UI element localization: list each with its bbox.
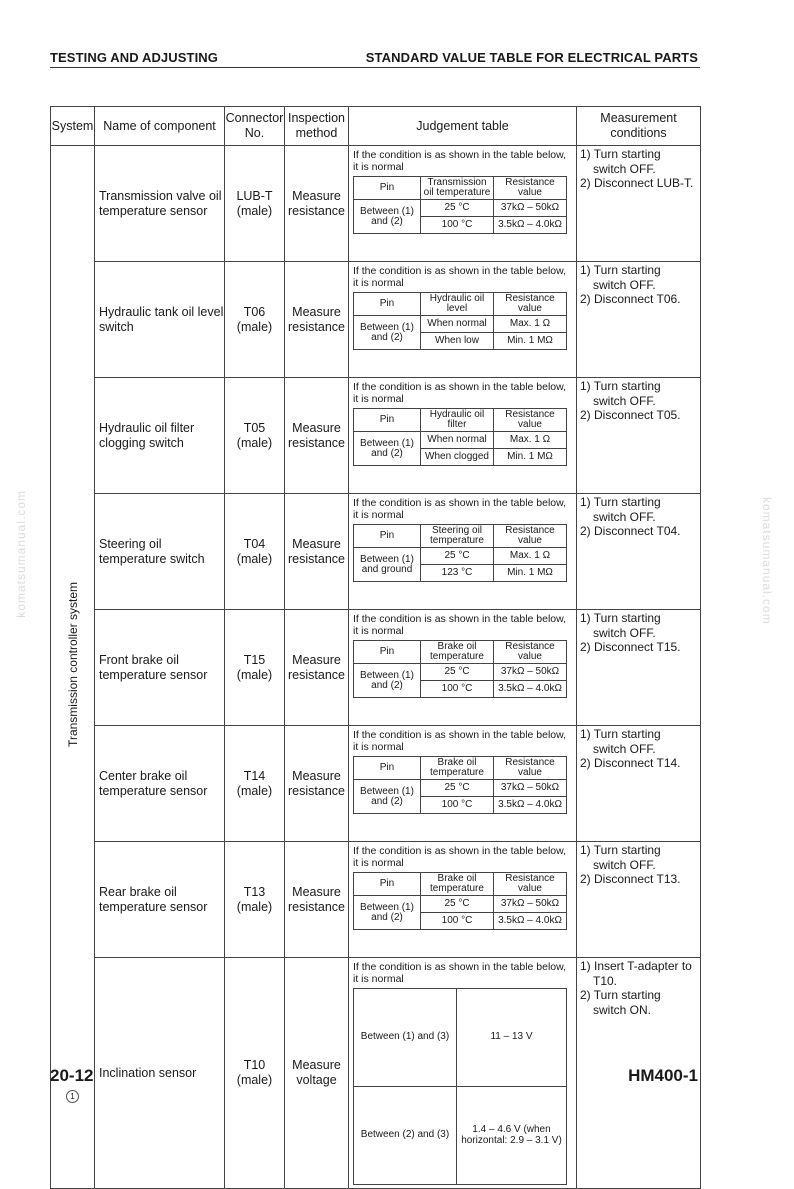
jt-header-pin: Pin xyxy=(354,177,421,200)
measurement-conditions xyxy=(577,726,701,842)
jt-cond-2: 100 °C xyxy=(421,913,494,930)
judgement-condition: If the condition is as shown in the table below, it is normal xyxy=(353,845,567,869)
meas-step: 1) Turn starting switch OFF. xyxy=(580,495,661,524)
jt-res-1: 37kΩ – 50kΩ xyxy=(494,200,567,217)
col-header-system: System xyxy=(51,107,95,146)
jt-res-2: 3.5kΩ – 4.0kΩ xyxy=(494,913,567,930)
judgement-table xyxy=(353,176,567,234)
voltage-judgement-table xyxy=(353,988,567,1185)
jt-res-2: Min. 1 MΩ xyxy=(494,449,567,466)
jt-header-resistance: Resistance value xyxy=(494,757,567,780)
col-header-component: Name of component xyxy=(95,107,225,146)
jt-res-1: 37kΩ – 50kΩ xyxy=(494,780,567,797)
meas-step: 1) Insert T-adapter to T10. xyxy=(580,959,692,988)
section-title: TESTING AND ADJUSTING xyxy=(50,50,218,65)
jt-cond-2: 100 °C xyxy=(421,681,494,698)
judgement-table xyxy=(353,872,567,930)
standard-value-table xyxy=(50,106,701,1189)
component-name: Hydraulic oil filter clogging switch xyxy=(95,378,225,494)
jt-res-2: 3.5kΩ – 4.0kΩ xyxy=(494,797,567,814)
jt-res-2: Min. 1 MΩ xyxy=(494,565,567,582)
measurement-conditions xyxy=(577,146,701,262)
jv-value-1: 11 – 13 V xyxy=(457,989,567,1087)
jt-res-1: 37kΩ – 50kΩ xyxy=(494,664,567,681)
jt-cond-2: When clogged xyxy=(421,449,494,466)
header-rule xyxy=(50,67,700,68)
component-name: Rear brake oil temperature sensor xyxy=(95,842,225,958)
jt-pin-value: Between (1) and (2) xyxy=(354,664,421,698)
jt-header-resistance: Resistance value xyxy=(494,293,567,316)
jt-res-1: 37kΩ – 50kΩ xyxy=(494,896,567,913)
jt-cond-1: 25 °C xyxy=(421,664,494,681)
jt-header-pin: Pin xyxy=(354,757,421,780)
judgement-cell xyxy=(349,494,577,610)
table-row xyxy=(51,726,701,842)
page-heading: STANDARD VALUE TABLE FOR ELECTRICAL PARTS xyxy=(365,50,698,65)
measurement-conditions xyxy=(577,378,701,494)
model-name: HM400-1 xyxy=(628,1066,698,1085)
jt-res-1: Max. 1 Ω xyxy=(494,316,567,333)
measurement-conditions xyxy=(577,610,701,726)
col-header-method: Inspection method xyxy=(285,107,349,146)
meas-step: 2) Disconnect T15. xyxy=(580,640,681,654)
inspection-method: Measure voltage xyxy=(285,958,349,1189)
measurement-conditions xyxy=(577,494,701,610)
component-name: Steering oil temperature switch xyxy=(95,494,225,610)
jt-header-condition: Transmission oil temperature xyxy=(421,177,494,200)
jt-cond-1: 25 °C xyxy=(421,780,494,797)
jt-pin-value: Between (1) and (2) xyxy=(354,432,421,466)
jt-res-1: Max. 1 Ω xyxy=(494,548,567,565)
judgement-table xyxy=(353,524,567,582)
jt-res-2: 3.5kΩ – 4.0kΩ xyxy=(494,217,567,234)
connector-no: T14 (male) xyxy=(225,726,285,842)
col-header-measurement: Measurement conditions xyxy=(577,107,701,146)
inspection-method: Measure resistance xyxy=(285,378,349,494)
jt-header-pin: Pin xyxy=(354,293,421,316)
judgement-condition: If the condition is as shown in the table below, it is normal xyxy=(353,381,567,405)
judgement-cell xyxy=(349,726,577,842)
judgement-cell xyxy=(349,958,577,1189)
jt-cond-1: 25 °C xyxy=(421,548,494,565)
jt-header-resistance: Resistance value xyxy=(494,873,567,896)
page-number: 20-12 xyxy=(50,1066,94,1085)
jt-header-condition: Brake oil temperature xyxy=(421,641,494,664)
jt-pin-value: Between (1) and (2) xyxy=(354,316,421,350)
jt-header-resistance: Resistance value xyxy=(494,409,567,432)
inspection-method: Measure resistance xyxy=(285,494,349,610)
meas-step: 1) Turn starting switch OFF. xyxy=(580,263,661,292)
meas-step: 2) Turn starting switch ON. xyxy=(580,988,661,1017)
meas-step: 2) Disconnect T04. xyxy=(580,524,681,538)
jt-cond-1: 25 °C xyxy=(421,896,494,913)
jv-value-2: 1.4 – 4.6 V (when horizontal: 2.9 – 3.1 V) xyxy=(457,1087,567,1185)
meas-step: 2) Disconnect T14. xyxy=(580,756,681,770)
system-cell xyxy=(51,146,95,1189)
judgement-condition: If the condition is as shown in the table below, it is normal xyxy=(353,497,567,521)
table-row xyxy=(51,610,701,726)
meas-step: 2) Disconnect T06. xyxy=(580,292,681,306)
judgement-cell xyxy=(349,842,577,958)
meas-step: 1) Turn starting switch OFF. xyxy=(580,727,661,756)
jt-header-pin: Pin xyxy=(354,873,421,896)
judgement-table xyxy=(353,292,567,350)
jt-cond-1: 25 °C xyxy=(421,200,494,217)
connector-no: T05 (male) xyxy=(225,378,285,494)
judgement-table xyxy=(353,640,567,698)
jt-cond-1: When normal xyxy=(421,432,494,449)
col-header-judgement: Judgement table xyxy=(349,107,577,146)
jt-pin-value: Between (1) and (2) xyxy=(354,200,421,234)
jt-header-pin: Pin xyxy=(354,409,421,432)
jt-header-condition: Hydraulic oil filter xyxy=(421,409,494,432)
table-row xyxy=(51,842,701,958)
jv-pin-1: Between (1) and (3) xyxy=(354,989,457,1087)
jt-header-condition: Brake oil temperature xyxy=(421,757,494,780)
jt-header-condition: Brake oil temperature xyxy=(421,873,494,896)
component-name: Hydraulic tank oil level switch xyxy=(95,262,225,378)
inspection-method: Measure resistance xyxy=(285,726,349,842)
jt-pin-value: Between (1) and (2) xyxy=(354,896,421,930)
jt-cond-2: 100 °C xyxy=(421,797,494,814)
meas-step: 1) Turn starting switch OFF. xyxy=(580,379,661,408)
judgement-condition: If the condition is as shown in the table below, it is normal xyxy=(353,961,567,985)
jt-res-2: Min. 1 MΩ xyxy=(494,333,567,350)
measurement-conditions xyxy=(577,842,701,958)
watermark-right: komatsumanual.com xyxy=(760,497,774,625)
judgement-cell xyxy=(349,262,577,378)
jt-header-pin: Pin xyxy=(354,525,421,548)
meas-step: 2) Disconnect LUB-T. xyxy=(580,176,694,190)
inspection-method: Measure resistance xyxy=(285,842,349,958)
jt-header-resistance: Resistance value xyxy=(494,177,567,200)
judgement-condition: If the condition is as shown in the table below, it is normal xyxy=(353,729,567,753)
meas-step: 1) Turn starting switch OFF. xyxy=(580,843,661,872)
component-name: Front brake oil temperature sensor xyxy=(95,610,225,726)
inspection-method: Measure resistance xyxy=(285,610,349,726)
component-name: Inclination sensor xyxy=(95,958,225,1189)
jt-res-2: 3.5kΩ – 4.0kΩ xyxy=(494,681,567,698)
jt-header-condition: Hydraulic oil level xyxy=(421,293,494,316)
judgement-condition: If the condition is as shown in the table below, it is normal xyxy=(353,149,567,173)
measurement-conditions xyxy=(577,262,701,378)
table-row xyxy=(51,378,701,494)
meas-step: 2) Disconnect T13. xyxy=(580,872,681,886)
judgement-table xyxy=(353,408,567,466)
component-name: Transmission valve oil temperature sensor xyxy=(95,146,225,262)
meas-step: 1) Turn starting switch OFF. xyxy=(580,611,661,640)
jt-cond-1: When normal xyxy=(421,316,494,333)
judgement-cell xyxy=(349,378,577,494)
judgement-cell xyxy=(349,610,577,726)
judgement-table xyxy=(353,756,567,814)
meas-step: 1) Turn starting switch OFF. xyxy=(580,147,661,176)
jt-cond-2: When low xyxy=(421,333,494,350)
connector-no: T15 (male) xyxy=(225,610,285,726)
table-row xyxy=(51,146,701,262)
judgement-cell xyxy=(349,146,577,262)
col-header-connector: Connector No. xyxy=(225,107,285,146)
connector-no: T13 (male) xyxy=(225,842,285,958)
system-name: Transmission controller system xyxy=(65,582,80,747)
table-row xyxy=(51,494,701,610)
jt-header-condition: Steering oil temperature xyxy=(421,525,494,548)
jt-cond-2: 123 °C xyxy=(421,565,494,582)
table-row xyxy=(51,262,701,378)
jt-cond-2: 100 °C xyxy=(421,217,494,234)
meas-step: 2) Disconnect T05. xyxy=(580,408,681,422)
revision-mark: 1 xyxy=(66,1090,79,1103)
watermark-left: komatsumanual.com xyxy=(14,490,28,618)
connector-no: T10 (male) xyxy=(225,958,285,1189)
inspection-method: Measure resistance xyxy=(285,146,349,262)
judgement-condition: If the condition is as shown in the table below, it is normal xyxy=(353,613,567,637)
jv-pin-2: Between (2) and (3) xyxy=(354,1087,457,1185)
judgement-condition: If the condition is as shown in the table below, it is normal xyxy=(353,265,567,289)
jt-header-resistance: Resistance value xyxy=(494,525,567,548)
jt-header-pin: Pin xyxy=(354,641,421,664)
component-name: Center brake oil temperature sensor xyxy=(95,726,225,842)
jt-pin-value: Between (1) and (2) xyxy=(354,780,421,814)
connector-no: T04 (male) xyxy=(225,494,285,610)
jt-header-resistance: Resistance value xyxy=(494,641,567,664)
connector-no: LUB-T (male) xyxy=(225,146,285,262)
inspection-method: Measure resistance xyxy=(285,262,349,378)
table-row xyxy=(51,958,701,1189)
jt-pin-value: Between (1) and ground xyxy=(354,548,421,582)
connector-no: T06 (male) xyxy=(225,262,285,378)
jt-res-1: Max. 1 Ω xyxy=(494,432,567,449)
